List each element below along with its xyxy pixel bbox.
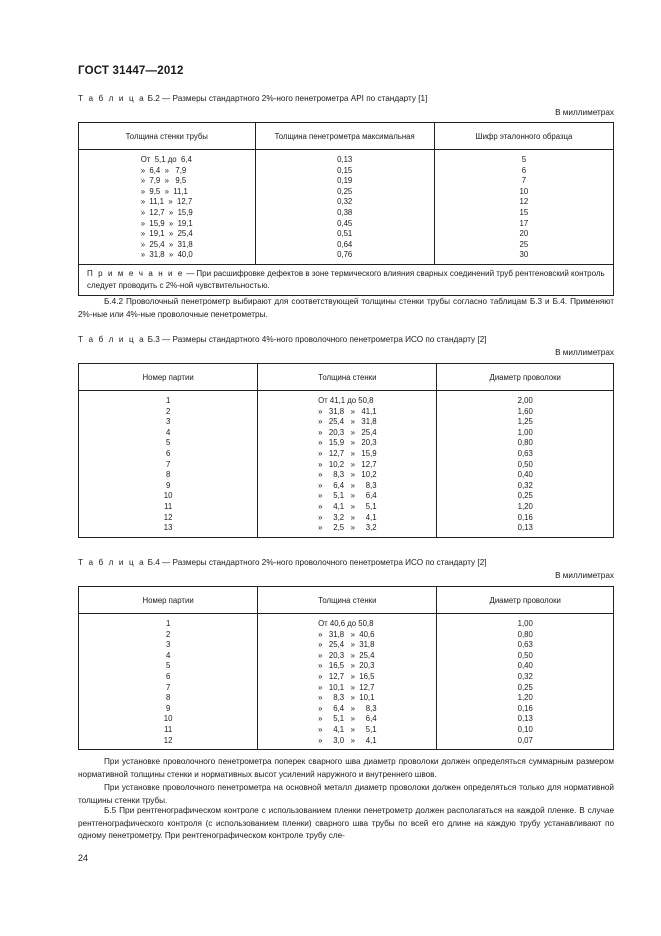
table-cell: 12 [519, 197, 529, 207]
table-cell: 1,00 [517, 619, 533, 628]
column-header: Толщина стенки [258, 364, 437, 391]
table-cell: » 19,1 » 25,4 [140, 229, 193, 239]
table-cell: 25 [519, 239, 529, 249]
table-cell: » 25,4 » 31,8 [140, 239, 193, 249]
table-cell: » 20,3 » 25,4 [318, 427, 377, 437]
table-cell: 2,00 [517, 396, 533, 405]
table-cell: 0,40 [517, 661, 533, 671]
column-header: Шифр эталонного образца [434, 123, 613, 150]
table-b4-title: Б.4 — Размеры стандартного 2%-ного проволочного пенетрометра ИСО по стандарту [2] [147, 558, 487, 567]
wire-diameter-column [437, 614, 614, 750]
table-cell: » 8,3 » 10,1 [318, 693, 375, 703]
table-cell: 0,13 [517, 714, 533, 724]
table-cell: 0,38 [337, 207, 353, 217]
note-text: — При расшифровке дефектов в зоне термического влияния сварных соединений труб рентгеновский контроль следует проводить с 2%-ной чувствительностью. [87, 268, 605, 290]
table-cell: 1,25 [517, 417, 533, 427]
document-header: ГОСТ 31447—2012 [78, 65, 184, 77]
table-label: Т а б л и ц а [78, 558, 146, 567]
table-label: Т а б л и ц а [78, 335, 146, 344]
table-cell: 6 [165, 671, 171, 681]
table-cell: 0,15 [337, 165, 353, 175]
table-cell: 10 [519, 186, 529, 196]
table-cell: 5 [521, 155, 527, 164]
table-cell: 7 [521, 176, 527, 186]
table-cell: 4 [165, 650, 171, 660]
table-cell: » 16,5 » 20,3 [318, 661, 375, 671]
table-cell: 6 [165, 448, 171, 458]
table-cell: 0,25 [517, 491, 533, 501]
wall-thickness-column [258, 614, 437, 750]
column-header: Толщина стенки трубы [79, 123, 256, 150]
table-cell: 0,76 [337, 250, 353, 260]
table-cell: 0,10 [517, 724, 533, 734]
table-cell: 30 [519, 250, 529, 260]
page-number: 24 [78, 853, 89, 863]
table-cell: 5 [165, 438, 171, 448]
table-cell: 0,50 [517, 459, 533, 469]
table-cell: 0,64 [337, 239, 353, 249]
table-cell: 1,20 [517, 501, 533, 511]
column-header: Толщина стенки [258, 587, 437, 614]
table-cell: 0,80 [517, 438, 533, 448]
table-cell: » 5,1 » 6,4 [318, 491, 377, 501]
table-cell: 1,20 [517, 693, 533, 703]
wire-diameter-column [437, 391, 614, 538]
batch-number-column [79, 614, 258, 750]
table-b3-caption [78, 335, 487, 344]
table-cell: 11 [164, 501, 173, 511]
table-cell: 0,51 [337, 229, 353, 239]
table-b3 [78, 363, 614, 538]
table-cell: » 4,1 » 5,1 [318, 724, 377, 734]
table-cell: 9 [165, 480, 171, 490]
table-cell: » 6,4 » 8,3 [318, 703, 377, 713]
table-cell: » 9,5 » 11,1 [140, 186, 188, 196]
table-cell: » 12,7 » 15,9 [318, 448, 377, 458]
table-cell: 10 [163, 491, 173, 501]
table-cell: 0,50 [517, 650, 533, 660]
units-note: В миллиметрах [555, 348, 614, 357]
table-cell: 12 [163, 512, 173, 522]
table-cell: 0,07 [517, 735, 533, 745]
wall-thickness-column [79, 150, 256, 265]
table-cell: 1,60 [517, 406, 533, 416]
table-cell: » 6,4 » 8,3 [318, 480, 377, 490]
table-cell: » 4,1 » 5,1 [318, 501, 377, 511]
table-cell: От 41,1 до 50,8 [318, 396, 374, 405]
table-cell: » 10,2 » 12,7 [318, 459, 377, 469]
table-note [79, 264, 614, 295]
column-header: Диаметр проволоки [437, 587, 614, 614]
table-cell: » 20,3 » 25,4 [318, 650, 375, 660]
column-header: Номер партии [79, 587, 258, 614]
table-cell: » 7,9 » 9,5 [140, 176, 187, 186]
table-cell: » 3,2 » 4,1 [318, 512, 377, 522]
table-cell: » 12,7 » 15,9 [140, 207, 193, 217]
wall-thickness-column [258, 391, 437, 538]
table-cell: 15 [519, 207, 529, 217]
table-cell: 4 [165, 427, 171, 437]
table-cell: » 25,4 » 31,8 [318, 417, 377, 427]
table-cell: 9 [165, 703, 171, 713]
note-label: П р и м е ч а н и е [87, 268, 184, 278]
table-cell: 0,13 [517, 523, 533, 533]
table-cell: От 40,6 до 50,8 [318, 619, 374, 628]
table-label: Т а б л и ц а [78, 94, 146, 103]
table-cell: 7 [165, 459, 171, 469]
table-b3-title: Б.3 — Размеры стандартного 4%-ного проволочного пенетрометра ИСО по стандарту [2] [147, 335, 487, 344]
table-cell: » 2,5 » 3,2 [318, 523, 377, 533]
table-cell: » 31,8 » 40,6 [318, 629, 375, 639]
table-b2-caption [78, 94, 427, 103]
table-cell: » 10,1 » 12,7 [318, 682, 375, 692]
column-header: Диаметр проволоки [437, 364, 614, 391]
table-b4 [78, 586, 614, 750]
table-cell: » 5,1 » 6,4 [318, 714, 377, 724]
table-b2-title: Б.2 — Размеры стандартного 2%-ного пенетрометра API по стандарту [1] [147, 94, 428, 103]
table-cell: 0,25 [517, 682, 533, 692]
table-cell: » 25,4 » 31,8 [318, 640, 375, 650]
paragraph-cross-weld: При установке проволочного пенетрометра поперек сварного шва диаметр проволоки должен определяться суммарным размером нормативной толщины стенки и нормативных высот усилений наружного и внутреннего швов. [78, 757, 614, 779]
table-cell: 8 [165, 470, 171, 480]
table-cell: 0,16 [517, 703, 533, 713]
table-cell: 0,13 [337, 155, 353, 164]
table-cell: » 15,9 » 19,1 [140, 218, 193, 228]
paragraph-b5: Б.5 При рентгенографическом контроле с использованием пленки пенетрометр должен располагаться на каждой пленке. В случае рентгенографического контроля (с использованием пленки) сварного шва трубы по всей его длине на каждую трубу устанавливают по одному пенетрометру. При рентгенографическом контроле трубу сле- [78, 806, 614, 840]
table-cell: 6 [521, 165, 527, 175]
table-cell: 17 [519, 218, 529, 228]
table-cell: 3 [165, 417, 171, 427]
table-cell: 1,00 [517, 427, 533, 437]
table-cell: » 3,0 » 4,1 [318, 735, 377, 745]
column-header: Толщина пенетрометра максимальная [255, 123, 434, 150]
paragraph-b42: Б.4.2 Проволочный пенетрометр выбирают для соответствующей толщины стенки трубы согласно таблицам Б.3 и Б.4. Применяют 2%-ные или 4%-ные проволочные пенетрометры. [78, 297, 614, 319]
table-cell: 13 [163, 523, 173, 533]
table-cell: 10 [163, 714, 173, 724]
table-cell: 2 [165, 406, 171, 416]
table-cell: 0,32 [517, 671, 533, 681]
table-cell: От 5,1 до 6,4 [140, 155, 192, 164]
table-cell: » 11,1 » 12,7 [140, 197, 193, 207]
table-cell: 1 [165, 396, 171, 405]
units-note: В миллиметрах [555, 571, 614, 580]
paragraph-base-metal: При установке проволочного пенетрометра на основной металл диаметр проволоки должен определяться только для нормативной толщины стенки трубы. [78, 783, 614, 805]
table-cell: 0,25 [337, 186, 353, 196]
table-cell: 1 [165, 619, 171, 628]
table-cell: 0,40 [517, 470, 533, 480]
table-cell: 12 [163, 735, 173, 745]
penetrometer-thickness-column [255, 150, 434, 265]
table-cell: 5 [165, 661, 171, 671]
table-cell: » 8,3 » 10,2 [318, 470, 377, 480]
batch-number-column [79, 391, 258, 538]
table-cell: 0,63 [517, 640, 533, 650]
table-cell: » 6,4 » 7,9 [140, 165, 187, 175]
table-cell: 20 [519, 229, 529, 239]
table-cell: 8 [165, 693, 171, 703]
table-cell: » 31,8 » 40,0 [140, 250, 193, 260]
table-cell: 0,32 [517, 480, 533, 490]
table-b2 [78, 122, 614, 296]
table-cell: 7 [165, 682, 171, 692]
table-cell: 0,63 [517, 448, 533, 458]
table-cell: 0,32 [337, 197, 353, 207]
table-cell: 2 [165, 629, 171, 639]
table-b4-caption [78, 558, 487, 567]
table-cell: 0,80 [517, 629, 533, 639]
table-cell: » 31,8 » 41,1 [318, 406, 377, 416]
column-header: Номер партии [79, 364, 258, 391]
table-cell: » 15,9 » 20,3 [318, 438, 377, 448]
table-cell: 11 [164, 724, 173, 734]
sample-code-column [434, 150, 613, 265]
table-cell: » 12,7 » 16,5 [318, 671, 375, 681]
table-cell: 0,19 [337, 176, 353, 186]
units-note: В миллиметрах [555, 108, 614, 117]
table-cell: 3 [165, 640, 171, 650]
table-cell: 0,45 [337, 218, 353, 228]
table-cell: 0,16 [517, 512, 533, 522]
